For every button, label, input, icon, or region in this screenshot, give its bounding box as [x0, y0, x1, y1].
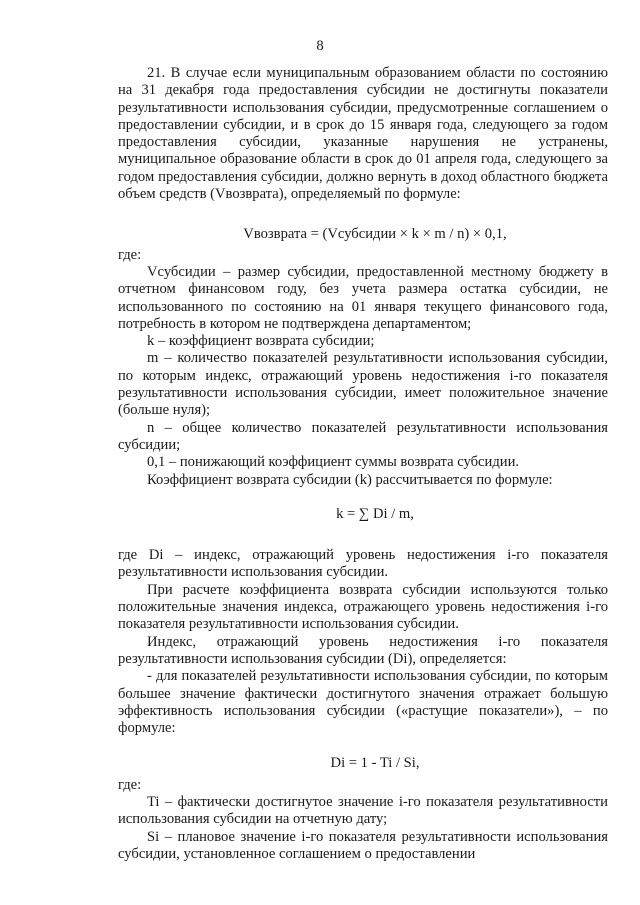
definition-di: где Di – индекс, отражающий уровень недостижения i-го показателя результативности использования субсидии.	[118, 547, 608, 581]
document-body	[118, 65, 608, 863]
k-formula-intro: Коэффициент возврата субсидии (k) рассчитывается по формуле:	[147, 471, 553, 488]
where-label-1: где:	[118, 246, 142, 263]
formula-di: Di = 1 - Ti / Si,	[330, 755, 420, 772]
where-label-2: где:	[118, 776, 142, 793]
definition-k: k – коэффициент возврата субсидии;	[147, 333, 375, 350]
definition-v-subsidy: Vсубсидии – размер субсидии, предоставленной местному бюджету в отчетном финансовом году, без учета размера остатка субсидии, не использованного по состоянию на 01 января текущего финансового года, потребность в котором не подтверждена департаментом;	[118, 263, 608, 332]
formula-v-return: Vвозврата = (Vсубсидии × k × m / n) × 0,1,	[243, 226, 507, 243]
page-number: 8	[316, 38, 324, 54]
definition-m: m – количество показателей результативности использования субсидии, по которым индекс, отражающий уровень недостижения i-го показателя результативности использования субсидии, имеет положительное значение (больше нуля);	[118, 350, 608, 419]
definition-si: Si – плановое значение i-го показателя результативности использования субсидии, установленное соглашением о предоставлении	[118, 828, 608, 862]
definition-ti: Ti – фактически достигнутое значение i-го показателя результативности использования субсидии на отчетную дату;	[118, 793, 608, 828]
calculation-note: При расчете коэффициента возврата субсидии используются только положительные значения индекса, отражающего уровень недостижения i-го показателя результативности использования субсидии.	[118, 581, 608, 633]
formula-k: k = ∑ Di / m,	[336, 505, 414, 522]
definition-0-1: 0,1 – понижающий коэффициент суммы возврата субсидии.	[147, 454, 520, 471]
definition-n: n – общее количество показателей результативности использования субсидии;	[118, 419, 608, 453]
paragraph-21: 21. В случае если муниципальным образованием области по состоянию на 31 декабря года предоставления субсидии не достигнуты показатели результативности использования субсидии, предусмотренные соглашением о предоставлении субсидии, и в срок до 15 января года, следующего за годом предоставления субсидии, указанные нарушения не устранены, муниципальное образование области в срок до 01 апреля года, следующего за годом предоставления субсидии, должно вернуть в доход областного бюджета объем средств (Vвозврата), определяемый по формуле:	[118, 65, 608, 203]
index-intro: Индекс, отражающий уровень недостижения i-го показателя результативности использования субсидии (Di), определяется:	[118, 633, 608, 667]
rising-indicators: - для показателей результативности использования субсидии, по которым большее значение фактически достигнутого значения отражает большую эффективность использования субсидии («растущие показатели»), – по формуле:	[118, 668, 608, 737]
